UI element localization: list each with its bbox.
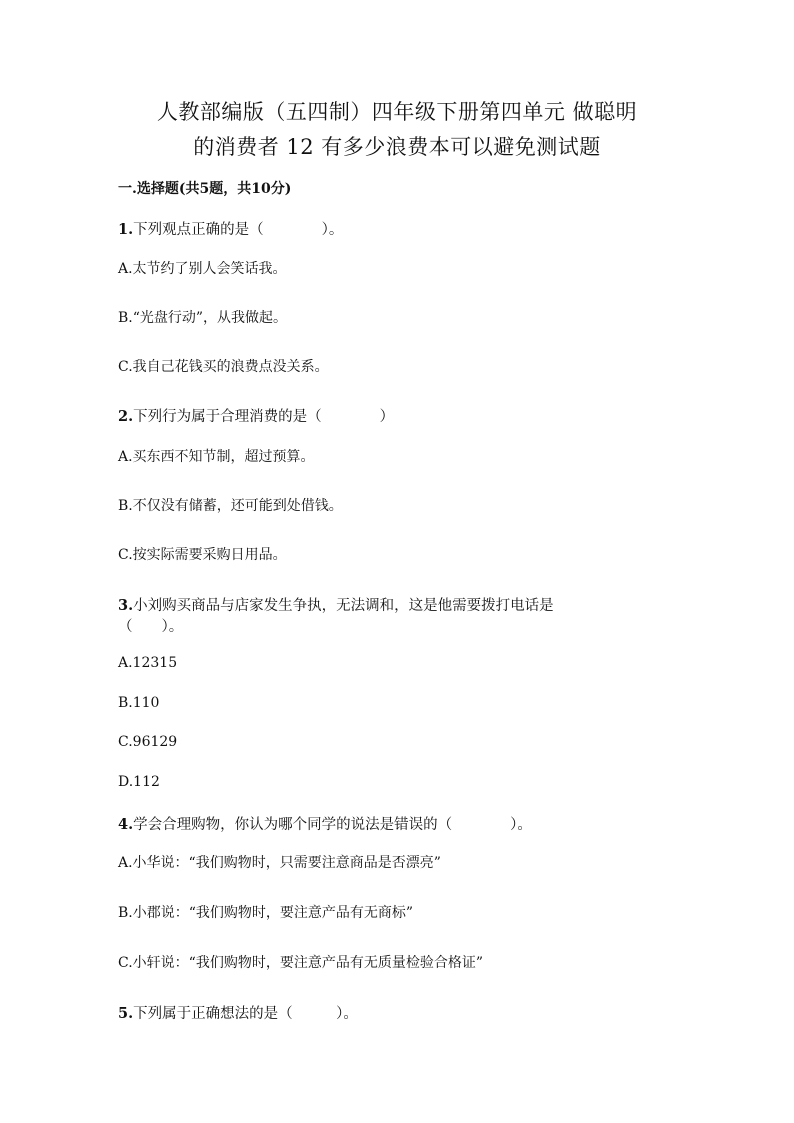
question-4-option-b: B.小郡说：“我们购物时，要注意产品有无商标” [118, 905, 414, 921]
page-title-line-1: 人教部编版（五四制）四年级下册第四单元 做聪明 [156, 100, 638, 124]
question-number: 5. [118, 1005, 134, 1022]
question-3 [118, 594, 554, 615]
question-3-option-a: A.12315 [118, 655, 178, 671]
question-number: 3. [118, 597, 134, 614]
question-text: 下列观点正确的是（ ）。 [133, 222, 344, 238]
question-4 [118, 813, 532, 834]
question-text: 下列行为属于合理消费的是（ ） [133, 409, 395, 425]
question-1 [118, 218, 343, 239]
question-5 [118, 1002, 358, 1023]
question-3-option-d: D.112 [118, 774, 160, 790]
question-2-option-c: C.按实际需要采购日用品。 [118, 547, 287, 563]
question-3-option-b: B.110 [118, 695, 160, 711]
question-2-option-a: A.买东西不知节制，超过预算。 [118, 449, 315, 465]
question-text: 下列属于正确想法的是（ ）。 [133, 1006, 358, 1022]
question-4-option-c: C.小轩说：“我们购物时，要注意产品有无质量检验合格证” [118, 955, 483, 971]
section-heading: 一.选择题(共5题，共10分) [118, 181, 292, 197]
question-3-continuation: （ ）。 [118, 619, 184, 635]
question-1-option-b: B.“光盘行动”，从我做起。 [118, 310, 288, 326]
question-number: 4. [118, 816, 134, 833]
question-2 [118, 405, 394, 426]
question-1-option-c: C.我自己花钱买的浪费点没关系。 [118, 359, 329, 375]
question-number: 2. [118, 408, 134, 425]
question-text: 小刘购买商品与店家发生争执，无法调和，这是他需要拨打电话是 [133, 598, 554, 614]
question-1-option-a: A.太节约了别人会笑话我。 [118, 261, 287, 277]
question-text: 学会合理购物，你认为哪个同学的说法是错误的（ ）。 [133, 817, 532, 833]
question-4-option-a: A.小华说：“我们购物时，只需要注意商品是否漂亮” [118, 855, 441, 871]
page-title-line-2: 的消费者 12 有多少浪费本可以避免测试题 [193, 135, 601, 159]
question-2-option-b: B.不仅没有储蓄，还可能到处借钱。 [118, 498, 343, 514]
question-number: 1. [118, 221, 134, 238]
question-3-option-c: C.96129 [118, 734, 178, 750]
